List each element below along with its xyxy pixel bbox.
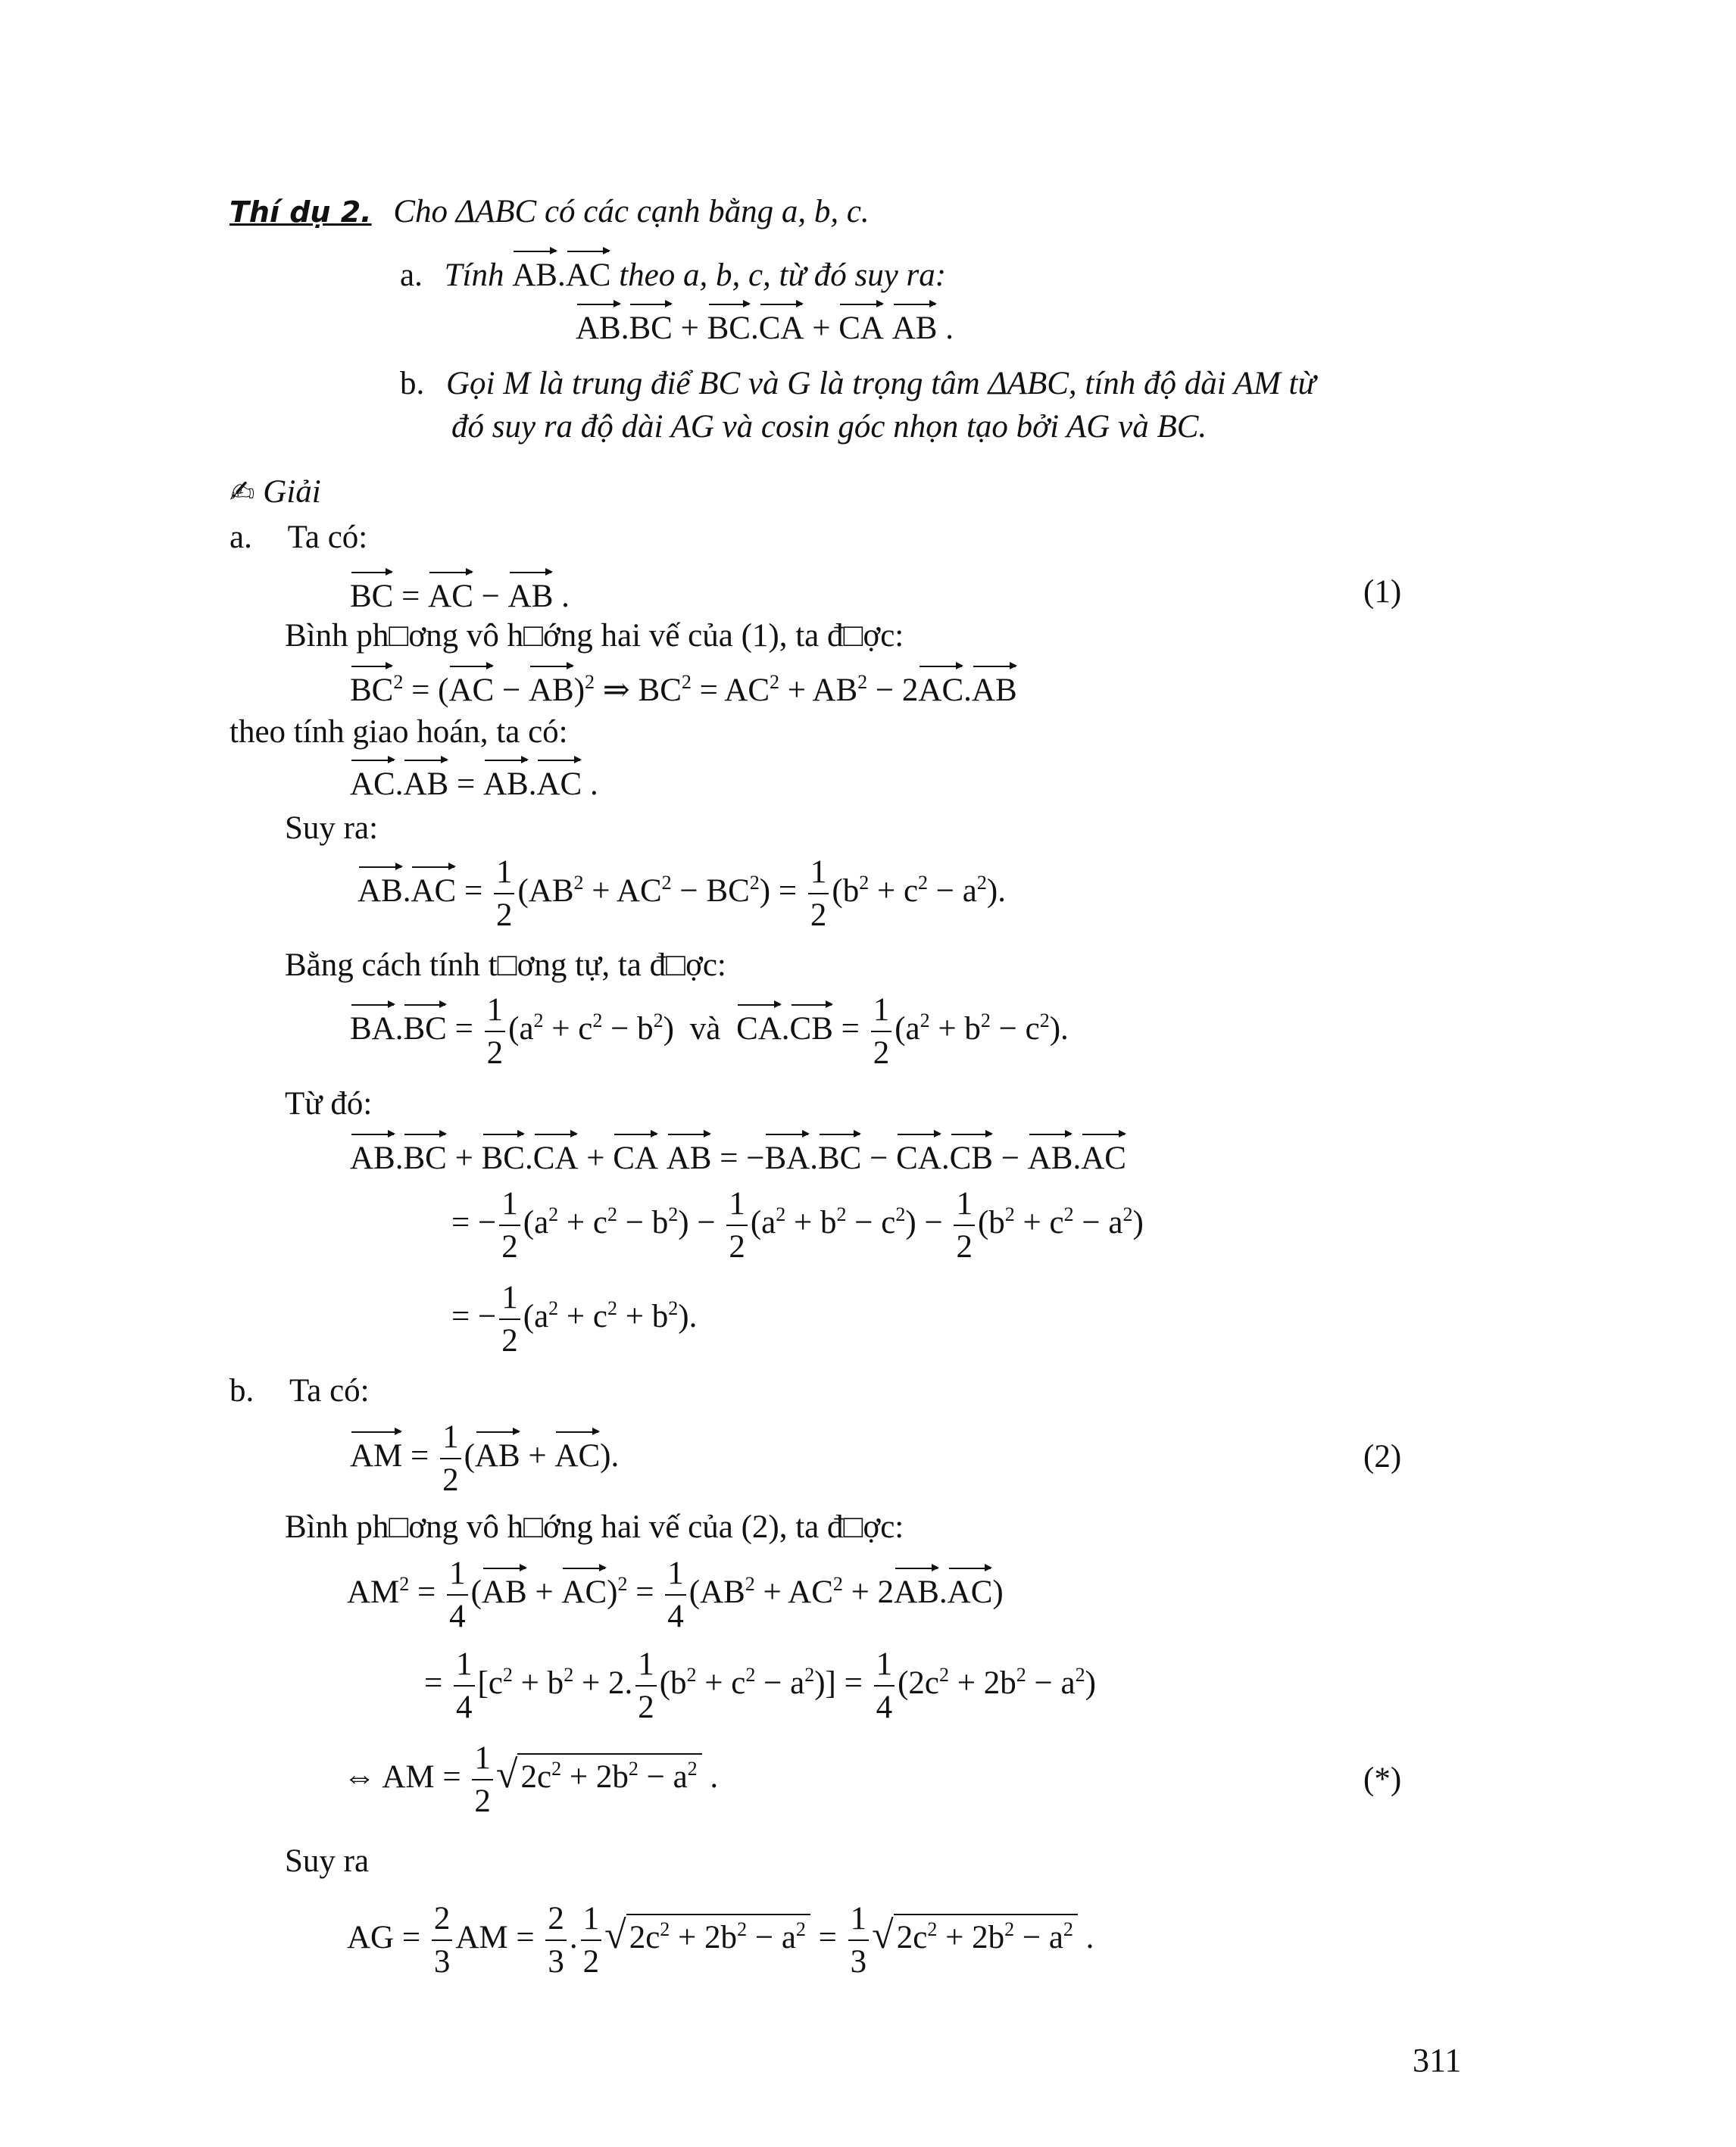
part-b-label: b. [400,366,425,401]
part-b-statement-1 [400,367,1316,400]
suy-ra-text-2: Suy ra [285,1843,370,1879]
formula-sum-line-1: AB.BC + BC.CA + CA AB = −BA.BC − CA.CB − AB.AC [350,1131,1126,1175]
part-a-text-2: theo a, b, c, từ đó suy ra: [619,257,947,293]
va-text: và [689,1010,721,1047]
part-a-statement [400,248,946,292]
pen-writing-icon: ✍ [229,475,255,510]
commutative-text: theo tính giao hoán, ta có: [229,714,568,750]
square-text-2: Bình ph□ơng vô h□ớng hai vế của (2), ta đ□ợc: [285,1509,904,1545]
solution-title-line [229,476,321,508]
formula-ab-ac: AB.AC [512,257,610,293]
formula-am-squared: $AM^2$ = $\frac{1}{4}$ (AB + AC)$^2$ = $\frac{1}{4}$ $(AB^2 + AC^2 + 2AB.AC)$ [347,1556,1004,1634]
example-intro: Cho ΔABC có các cạnh bằng a, b, c. [393,194,870,229]
part-a-solution-start [229,521,367,554]
formula-similar: BA.BC = $\frac{1}{2}$ $(a^2 + c^2 - b^2)$ và CA.CB = $\frac{1}{2}$ $(a^2 + b^2 - c^2)$. [350,992,1069,1071]
ta-co: Ta có: [287,520,368,555]
suy-ra-text: Suy ra: [285,810,379,846]
formula-ag: AG = $\frac{2}{3}$ AM = $\frac{2}{3}$ . $\frac{1}{2}$ $√2c^2 + 2b^2 - a^2$ = $\frac{1}{3}$ $√2c^2 + 2b^2 - a^2$ . [347,1901,1094,1980]
formula-2: AM = $\frac{1}{2}$ (AB + AC). [350,1419,620,1498]
formula-sum-products: AB.BC + BC.CA + CA AB . [576,301,954,345]
solution-b-label: b. [229,1373,254,1409]
part-a-text: Tính [444,257,504,293]
example-heading: Thí dụ 2. [229,195,372,229]
formula-sum-line-2: = − $\frac{1}{2}$ $(a^2 + c^2 - b^2)$ − $\frac{1}{2}$ $(a^2 + b^2 - c^2)$ − $\frac{1}{2}$ $(b^2 + c^2 - a^2)$ [451,1186,1144,1265]
formula-1: BC = AC − AB . [350,570,570,613]
formula-sum-line-3: = − $\frac{1}{2}$ $(a^2 + c^2 + b^2)$. [451,1280,698,1359]
solution-a-label: a. [229,520,252,555]
formula-ab-ac-result: AB.AC = $\frac{1}{2}$ $(AB^2 + AC^2 - BC^2)$ = $\frac{1}{2}$ $(b^2 + c^2 - a^2)$. [358,854,1006,933]
formula-square-1: $BC^2 = (AC - AB)^2$ ⇒ $BC^2 = AC^2 + AB^2 - 2AC.AB$ [350,663,1017,707]
page-number: 311 [1413,2042,1462,2079]
equation-number-star: (*) [1363,1762,1402,1797]
formula-am-squared-2: = $\frac{1}{4}$ [$c^2 + b^2 + 2$. $\frac{1}{2}$ $(b^2 + c^2 - a^2)$] = $\frac{1}{4}$ $(2c^2 + 2b^2 - a^2)$ [424,1646,1096,1725]
solution-title: Giải [263,474,321,510]
part-a-label: a. [400,257,423,293]
equation-number-2: (2) [1363,1439,1402,1475]
part-b-solution-start [229,1375,370,1407]
tu-do-text: Từ đó: [285,1086,373,1122]
part-b-line-1: Gọi M là trung điể BC và G là trọng tâm ΔABC, tính độ dài AM từ [446,366,1316,401]
similarly-text: Bằng cách tính t□ơng tự, ta đ□ợc: [285,947,726,983]
formula-am: ⇔ AM = $\frac{1}{2}$ $√2c^2 + 2b^2 - a^2$ . [343,1740,719,1819]
ta-co-b: Ta có: [289,1373,370,1409]
equation-number-1: (1) [1363,574,1402,610]
square-text-1: Bình ph□ơng vô h□ớng hai vế của (1), ta đ□ợc: [285,618,904,654]
formula-commutative: AC.AB = AB.AC . [350,757,598,800]
example-intro-line [229,195,870,228]
part-b-line-2: đó suy ra độ dài AG và cosin góc nhọn tạo bởi AG và BC. [451,409,1207,445]
